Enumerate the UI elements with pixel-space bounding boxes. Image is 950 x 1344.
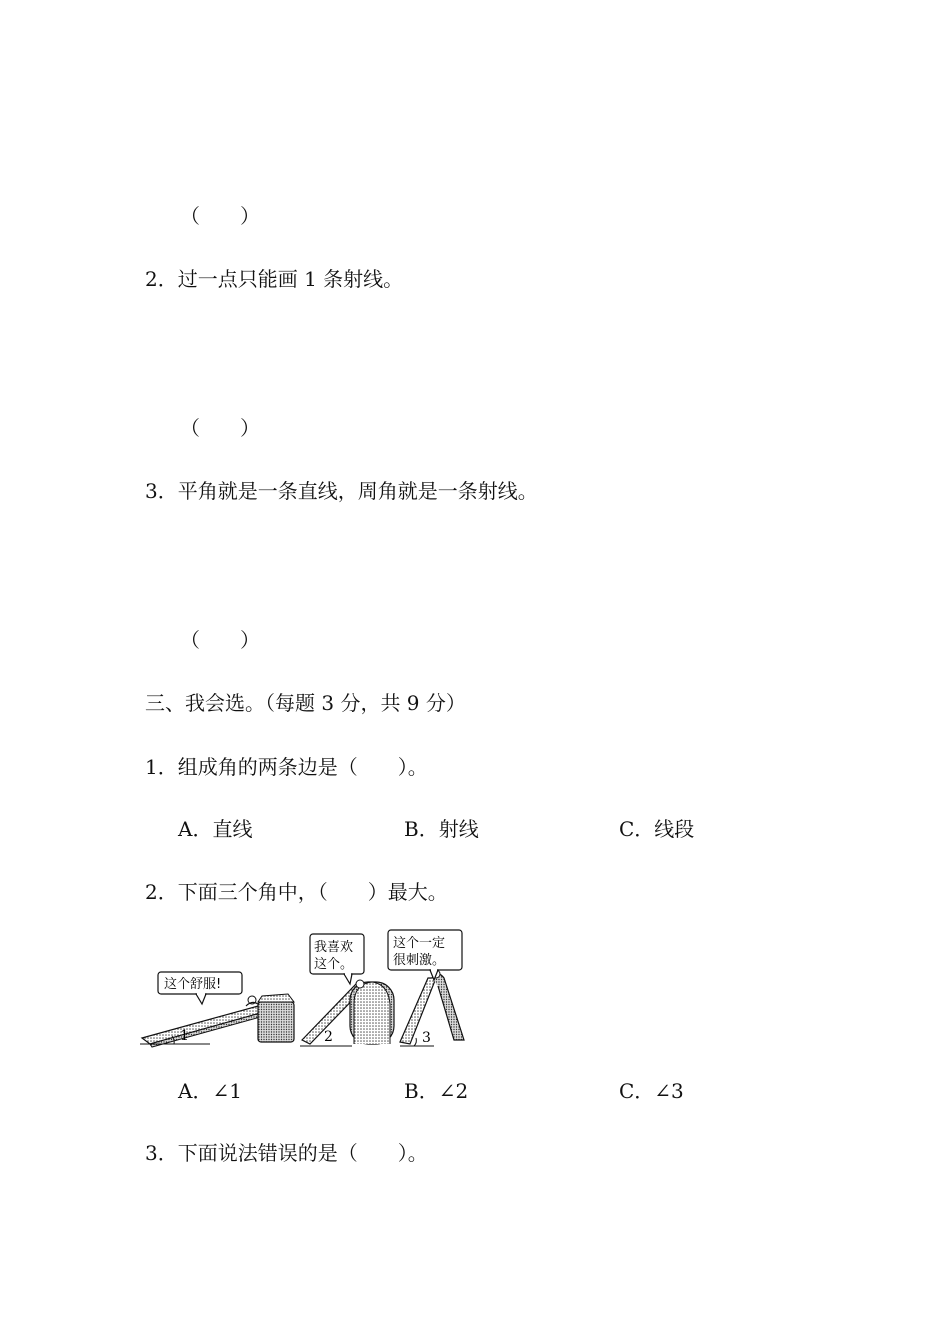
answer-paren-3: （ ） [180, 628, 260, 652]
option-b-angle: B．∠2 [404, 1079, 469, 1103]
choice-question-1: 1．组成角的两条边是（ ）。 [145, 755, 428, 779]
option-c-angle: C．∠3 [619, 1079, 684, 1103]
bubble-3-line2: 很刺激。 [393, 953, 446, 968]
angle-label-1: 1 [180, 1028, 189, 1044]
section-heading: 三、我会选。（每题 3 分，共 9 分） [145, 691, 466, 715]
choice-question-2: 2．下面三个角中，（ ）最大。 [145, 880, 448, 904]
bubble-2-line2: 这个。 [314, 957, 354, 972]
angle-label-2: 2 [324, 1029, 333, 1045]
judge-question-3: 3．平角就是一条直线，周角就是一条射线。 [145, 479, 538, 503]
option-a-angle: A．∠1 [178, 1079, 242, 1103]
bubble-2-line1: 我喜欢 [314, 940, 354, 955]
option-c: C．线段 [619, 817, 695, 841]
option-b: B．射线 [404, 817, 479, 841]
option-a: A．直线 [178, 817, 253, 841]
choice-question-3: 3．下面说法错误的是（ ）。 [145, 1141, 428, 1165]
bubble-1-text: 这个舒服! [164, 977, 222, 992]
bubble-3-line1: 这个一定 [393, 936, 446, 951]
angle-label-3: 3 [422, 1030, 431, 1046]
slides-illustration [138, 926, 483, 1052]
judge-question-2: 2．过一点只能画 1 条射线。 [145, 267, 404, 291]
answer-paren-1: （ ） [180, 204, 260, 228]
answer-paren-2: （ ） [180, 416, 260, 440]
